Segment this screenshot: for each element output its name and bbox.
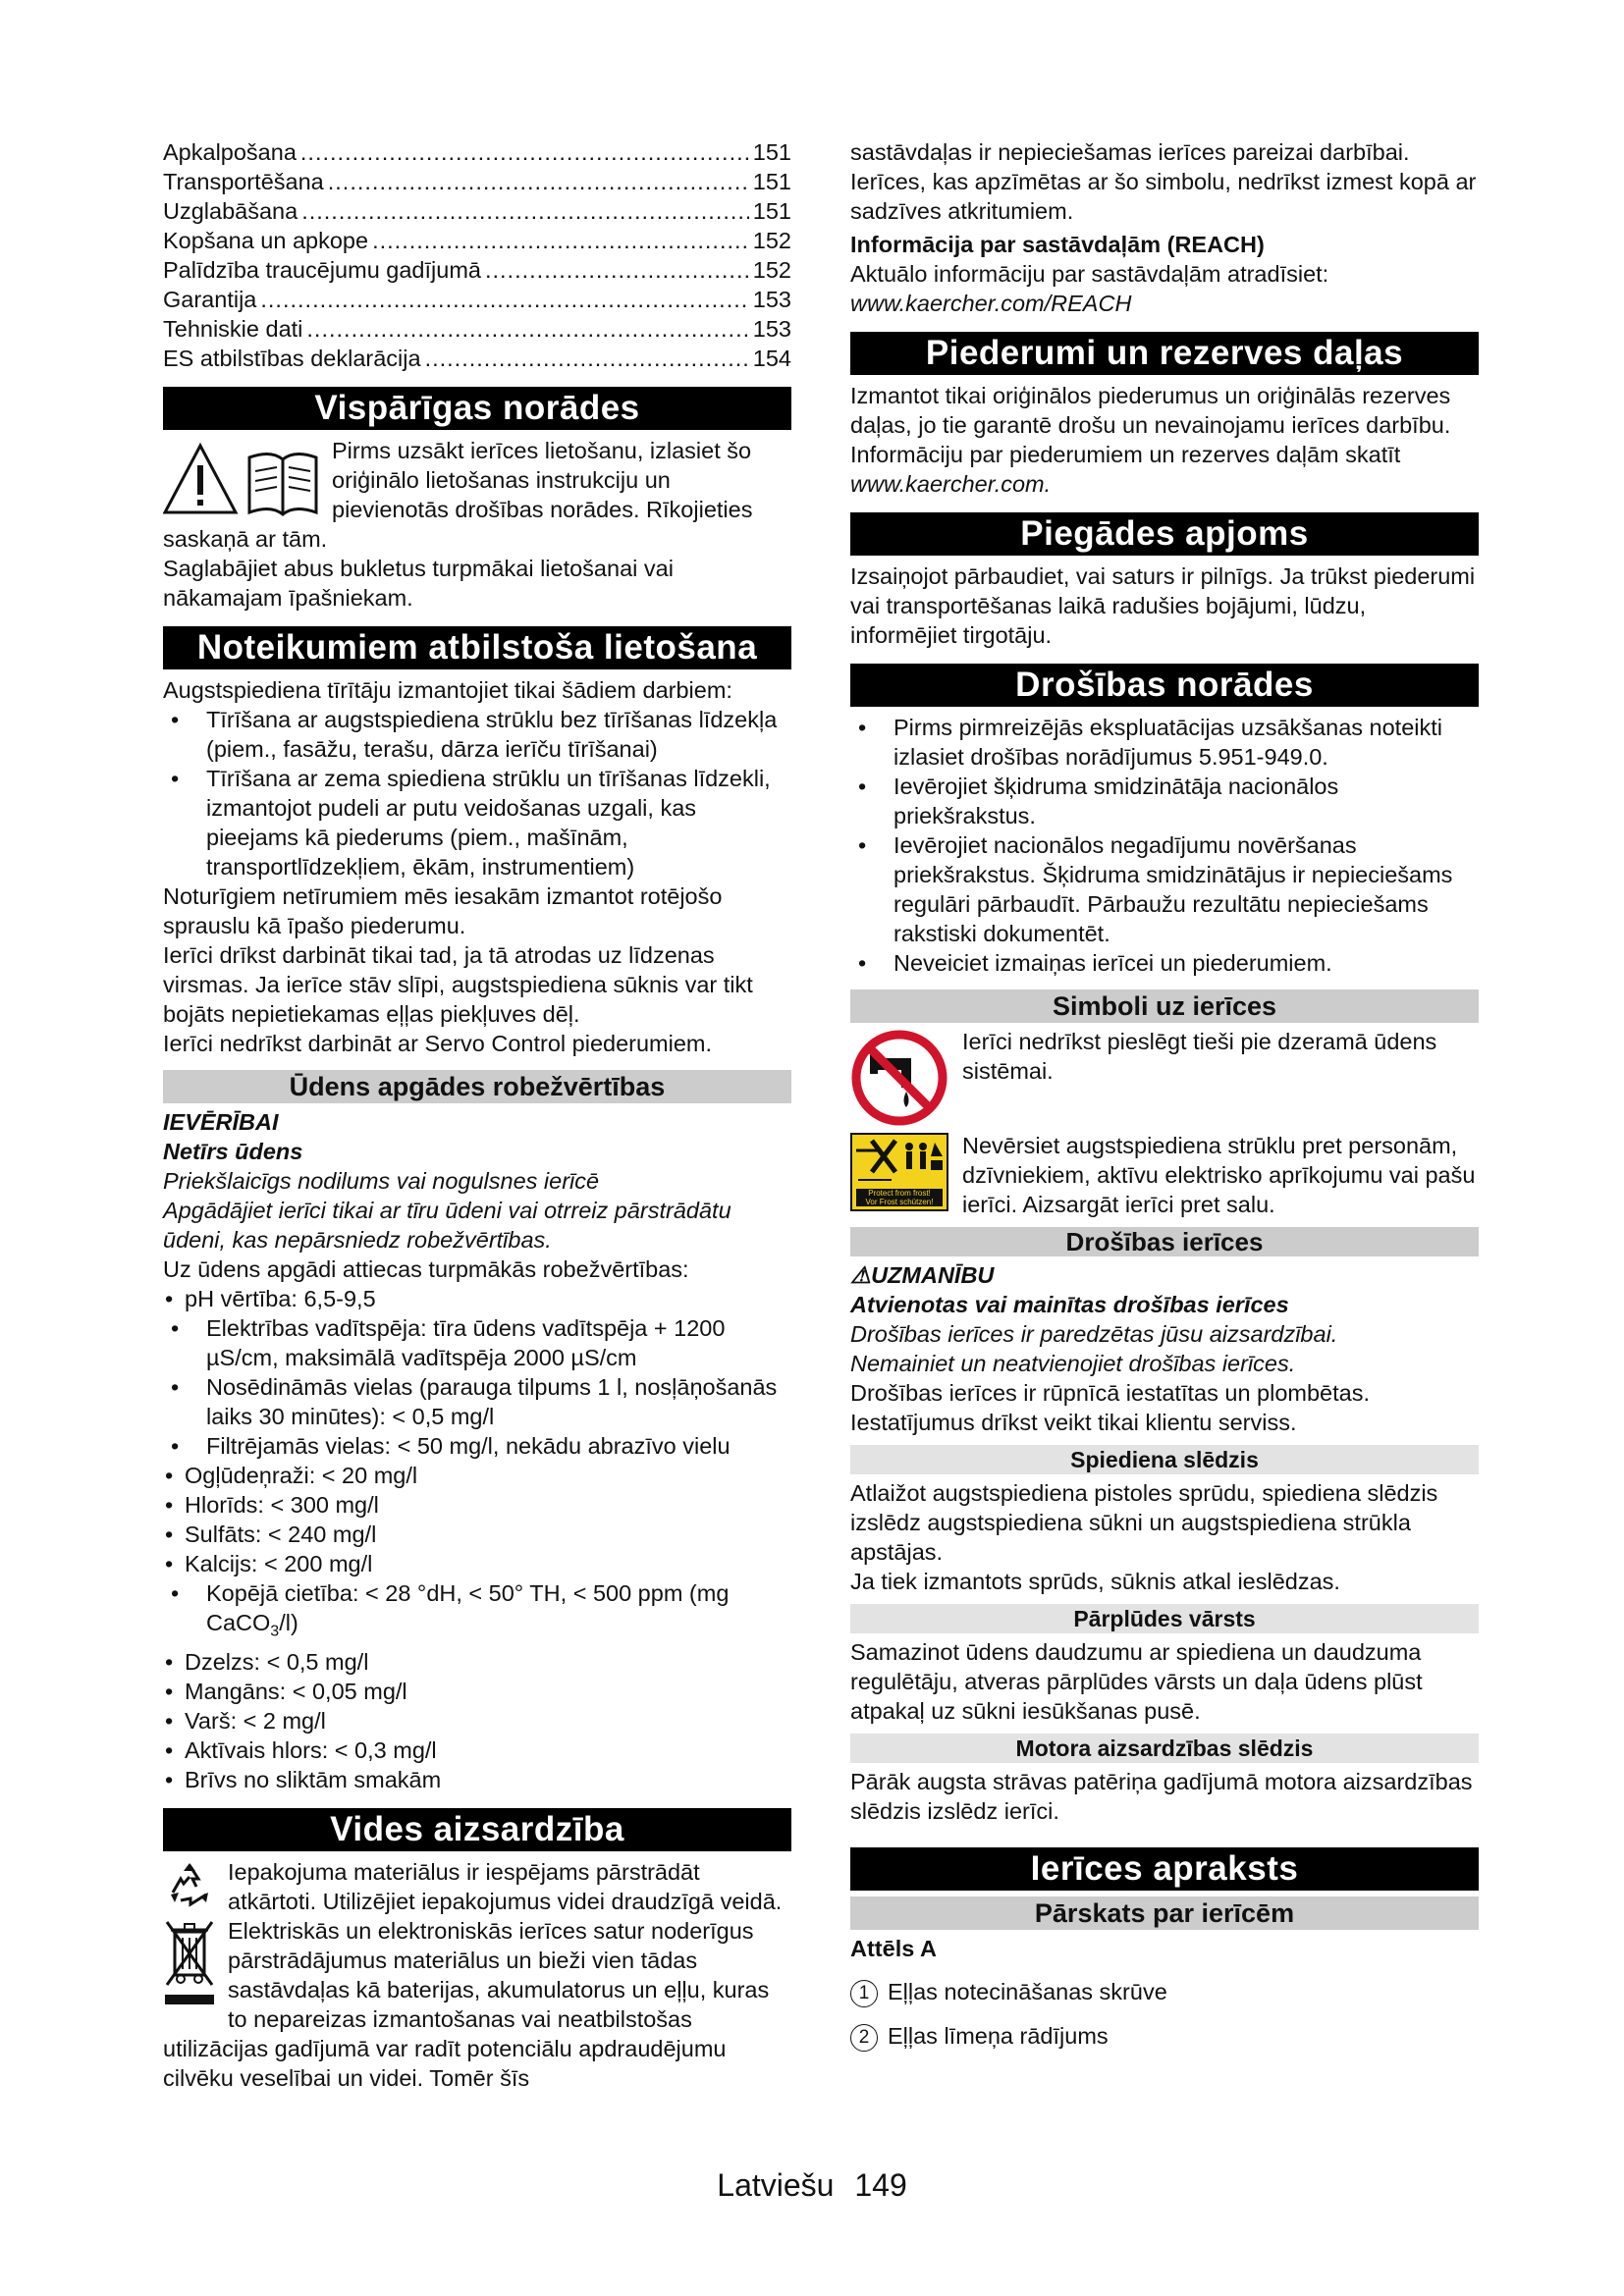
heading-general: Vispārīgas norādes (163, 387, 791, 430)
reach-url-link[interactable]: www.kaercher.com/REACH (850, 291, 1132, 316)
heading-safety-devices: Drošības ierīces (850, 1227, 1479, 1256)
recycle-icon (163, 1859, 216, 1912)
delivery-text: Izsaiņojot pārbaudiet, vai saturs ir pilnīgs. Ja trūkst piederumi vai transportēšanas laikā radušies bojājumi, lūdzu, informējiet tirgotāju. (850, 563, 1476, 648)
list-item: • Sulfāts: < 240 mg/l (163, 1520, 791, 1549)
list-item: • Ievērojiet nacionālos negadījumu novēršanas priekšrakstus. Šķidruma smidzinātājus ir nepieciešams regulāri pārbaudīt. Pārbaužu rezultātu nepieciešams rakstiski dokumentēt. (850, 830, 1479, 948)
intended-list (163, 705, 791, 881)
toc-entry[interactable] (163, 285, 791, 314)
heading-overview: Pārskats par ierīcēm (850, 1896, 1479, 1930)
caution-title: Atvienotas vai mainītas drošības ierīces (850, 1292, 1289, 1317)
general-text-1: Pirms uzsākt ierīces lietošanu, izlasiet šo oriģinālo lietošanas instrukciju un pievienotās drošības norādes. Rīkojieties saskaņā ar tām. (163, 438, 753, 552)
figure-label: Attēls A (850, 1936, 937, 1961)
frost-warning-label-icon (850, 1133, 948, 1211)
symbol-row-1 (850, 1027, 1479, 1127)
safety-list (850, 713, 1479, 978)
list-item: • Ogļūdeņraži: < 20 mg/l (163, 1461, 791, 1490)
general-text-2: Saglabājiet abus bukletus turpmākai lietošanai vai nākamajam īpašniekam. (163, 556, 674, 611)
heading-motor-protection: Motora aizsardzības slēdzis (850, 1734, 1479, 1763)
toc-page: 151 (752, 139, 791, 165)
list-item: • Mangāns: < 0,05 mg/l (163, 1677, 791, 1706)
heading-symbols: Simboli uz ierīces (850, 989, 1479, 1023)
legend-text: Eļļas notecināšanas skrūve (888, 1979, 1167, 2004)
pressure-text-2: Ja tiek izmantots sprūds, sūknis atkal ieslēdzas. (850, 1569, 1340, 1594)
page-footer (0, 2167, 1624, 2204)
heading-delivery: Piegādes apjoms (850, 512, 1479, 556)
list-item: • Nosēdināmās vielas (parauga tilpums 1 l, nosļāņošanās laiks 30 minūtes): < 0,5 mg/l (163, 1372, 791, 1431)
motor-text: Pārāk augsta strāvas patēriņa gadījumā motora aizsardzības slēdzis izslēdz ierīci. (850, 1769, 1473, 1824)
environment-text-3: sastāvdaļas ir nepieciešamas ierīces pareizai darbībai. Ierīces, kas apzīmētas ar šo simbolu, nedrīkst izmest kopā ar sadzīves atkritumiem. (850, 139, 1477, 224)
heading-pressure-switch: Spiediena slēdzis (850, 1445, 1479, 1474)
heading-safety: Drošības norādes (850, 664, 1479, 707)
environment-section (163, 1857, 791, 2093)
list-item: • Varš: < 2 mg/l (163, 1706, 791, 1735)
list-item: • Filtrējamās vielas: < 50 mg/l, nekādu abrazīvo vielu (163, 1431, 791, 1461)
reach-text: Aktuālo informāciju par sastāvdaļām atradīsiet: (850, 261, 1329, 287)
toc-label: Uzglabāšana (163, 198, 298, 224)
notice-label: IEVĒRĪBAI (163, 1109, 279, 1135)
toc-page: 153 (752, 316, 791, 342)
toc-label: Tehniskie dati (163, 316, 303, 342)
intended-text-3: Ierīci nedrīkst darbināt ar Servo Control piederumiem. (163, 1031, 713, 1056)
toc-leader (485, 255, 749, 285)
list-item: • Dzelzs: < 0,5 mg/l (163, 1647, 791, 1677)
toc-page: 153 (752, 287, 791, 312)
toc-leader (306, 314, 748, 344)
notice-text-2: Apgādājiet ierīci tikai ar tīru ūdeni vai otrreiz pārstrādātu ūdeni, kas nepārsniedz robežvērtības. (163, 1198, 731, 1253)
intended-text-2: Ierīci drīkst darbināt tikai tad, ja tā atrodas uz līdzenas virsmas. Ja ierīce stāv slīpi, augstspiediena sūknis var tikt bojāts nepietiekamas eļļas piekļuves dēļ. (163, 942, 753, 1027)
toc-entry[interactable] (163, 344, 791, 373)
toc-leader (260, 285, 748, 314)
toc-leader (301, 196, 749, 226)
reach-title: Informācija par sastāvdaļām (REACH) (850, 232, 1265, 257)
intended-intro: Augstspiediena tīrītāju izmantojiet tikai šādiem darbiem: (163, 677, 732, 703)
heading-water-limits: Ūdens apgādes robežvērtības (163, 1070, 791, 1103)
no-drinking-water-icon (850, 1029, 948, 1127)
legend-text: Eļļas līmeņa rādījums (888, 2022, 1109, 2049)
toc-entry[interactable] (163, 314, 791, 344)
intended-text-1: Noturīgiem netīrumiem mēs iesakām izmantot rotējošo sprauslu kā īpašo piederumu. (163, 883, 723, 938)
toc-entry[interactable] (163, 167, 791, 196)
toc-leader (328, 167, 749, 196)
heading-overflow-valve: Pārplūdes vārsts (850, 1604, 1479, 1633)
caution-text-1: Drošības ierīces ir paredzētas jūsu aizsardzībai. (850, 1321, 1338, 1347)
list-item: • Neveiciet izmaiņas ierīcei un piederumiem. (850, 948, 1479, 978)
legend-item-2 (850, 2021, 1479, 2052)
toc-label: ES atbilstības deklarācija (163, 346, 421, 371)
right-column (850, 137, 1479, 2052)
weee-bin-icon (163, 1918, 216, 2010)
toc-label: Transportēšana (163, 169, 324, 194)
toc-label: Palīdzība traucējumu gadījumā (163, 257, 481, 283)
notice-title: Netīrs ūdens (163, 1139, 303, 1164)
legend-number: 2 (850, 2024, 878, 2052)
toc-leader (372, 226, 749, 255)
footer-page-number: 149 (854, 2167, 907, 2203)
warning-manual-icon (163, 438, 320, 520)
table-of-contents (163, 137, 791, 373)
list-item: • Tīrīšana ar augstspiediena strūklu bez tīrīšanas līdzekļa (piem., fasāžu, terašu, dārza ierīču tīrīšanai) (163, 705, 791, 764)
notice-text-1: Priekšlaicīgs nodilums vai nogulsnes ierīcē (163, 1168, 600, 1194)
heading-intended-use: Noteikumiem atbilstoša lietošana (163, 626, 791, 669)
list-item: • Aktīvais hlors: < 0,3 mg/l (163, 1735, 791, 1765)
caution-icon: ⚠ (850, 1262, 872, 1288)
toc-label: Garantija (163, 287, 257, 312)
heading-environment: Vides aizsardzība (163, 1808, 791, 1851)
toc-page: 151 (752, 198, 791, 224)
overflow-text: Samazinot ūdens daudzumu ar spiediena un daudzuma regulētāju, atveras pārplūdes vārsts un daļa ūdens plūst atpakaļ uz sūkni iesūkšanas pusē. (850, 1639, 1423, 1724)
accessories-text-1: Izmantot tikai oriģinālos piederumus un oriģinālās rezerves daļas, jo tie garantē drošu un nevainojamu ierīces darbību. (850, 383, 1451, 438)
list-item: • Elektrības vadītspēja: tīra ūdens vadītspēja + 1200 µS/cm, maksimālā vadītspēja 2000 µS/cm (163, 1313, 791, 1372)
environment-text-1: Iepakojuma materiālus ir iespējams pārstrādāt atkārtoti. Utilizējiet iepakojumus videi draudzīgā veidā. (228, 1858, 783, 1914)
list-item: • Pirms pirmreizējās ekspluatācijas uzsākšanas noteikti izlasiet drošības norādījumus 5.951-949.0. (850, 713, 1479, 772)
toc-label: Kopšana un apkope (163, 228, 369, 253)
caution-text-2: Nemainiet un neatvienojiet drošības ierīces. (850, 1351, 1296, 1376)
frost-label-line-2: Vor Frost schützen! (865, 1198, 934, 1206)
list-item: • pH vērtība: 6,5-9,5 (163, 1284, 791, 1313)
list-item: • Brīvs no sliktām smakām (163, 1765, 791, 1794)
toc-label: Apkalpošana (163, 139, 297, 165)
environment-text-2: Elektriskās un elektroniskās ierīces satur noderīgus pārstrādājumus materiālus un bieži vien tādas sastāvdaļas kā baterijas, akumulatorus un eļļu, kuras to nepareizas izmantošanas vai neatbilstošas utilizācijas gadījumā var radīt potenciālu apdraudējumu cilvēku veselībai un videi. Tomēr šīs (163, 1917, 770, 2091)
toc-page: 152 (752, 228, 791, 253)
accessories-url-link[interactable]: www.kaercher.com. (850, 471, 1052, 497)
footer-language: Latviešu (717, 2167, 835, 2203)
water-limits-list (163, 1284, 791, 1794)
symbol-text-1: Ierīci nedrīkst pieslēgt tieši pie dzeramā ūdens sistēmai. (962, 1029, 1437, 1084)
symbol-row-2 (850, 1131, 1479, 1219)
toc-entry[interactable] (163, 196, 791, 226)
list-item: • Hlorīds: < 300 mg/l (163, 1490, 791, 1520)
devices-text: Drošības ierīces ir rūpnīcā iestatītas un plombētas. Iestatījumus drīkst veikt tikai klientu serviss. (850, 1380, 1370, 1435)
toc-entry[interactable] (163, 226, 791, 255)
toc-leader (300, 137, 749, 167)
heading-description: Ierīces apraksts (850, 1847, 1479, 1891)
toc-entry[interactable] (163, 137, 791, 167)
symbol-text-2: Nevērsiet augstspiediena strūklu pret personām, dzīvniekiem, aktīvu elektrisko aprīkojumu vai pašu ierīci. Aizsargāt ierīci pret salu. (962, 1133, 1476, 1217)
frost-label-line-1: Protect from frost! (868, 1189, 931, 1198)
toc-page: 152 (752, 257, 791, 283)
legend-number: 1 (850, 1980, 878, 2007)
pressure-text-1: Atlaižot augstspiediena pistoles sprūdu, spiediena slēdzis izslēdz augstspiediena sūkni un augstspiediena strūkla apstājas. (850, 1480, 1438, 1565)
toc-page: 154 (752, 346, 791, 371)
toc-entry[interactable] (163, 255, 791, 285)
water-intro: Uz ūdens apgādi attiecas turpmākās robežvērtības: (163, 1256, 689, 1282)
heading-accessories: Piederumi un rezerves daļas (850, 332, 1479, 375)
accessories-text-2: Informāciju par piederumiem un rezerves daļām skatīt (850, 442, 1401, 467)
caution-label: ⚠UZMANĪBU (850, 1262, 995, 1288)
list-item-hardness: • Kopējā cietība: < 28 °dH, < 50° TH, < 500 ppm (mg CaCO$_3$/l) (163, 1578, 791, 1647)
list-item: • Ievērojiet šķidruma smidzinātāja nacionālos priekšrakstus. (850, 772, 1479, 830)
general-section (163, 436, 791, 613)
legend-item-1 (850, 1977, 1479, 2007)
left-column (163, 137, 791, 2093)
toc-leader (425, 344, 749, 373)
list-item: • Tīrīšana ar zema spiediena strūklu un tīrīšanas līdzekli, izmantojot pudeli ar putu veidošanas uzgali, kas pieejams kā piederums (piem., mašīnām, transportlīdzekļiem, ēkām, instrumentiem) (163, 764, 791, 881)
toc-page: 151 (752, 169, 791, 194)
list-item: • Kalcijs: < 200 mg/l (163, 1549, 791, 1578)
